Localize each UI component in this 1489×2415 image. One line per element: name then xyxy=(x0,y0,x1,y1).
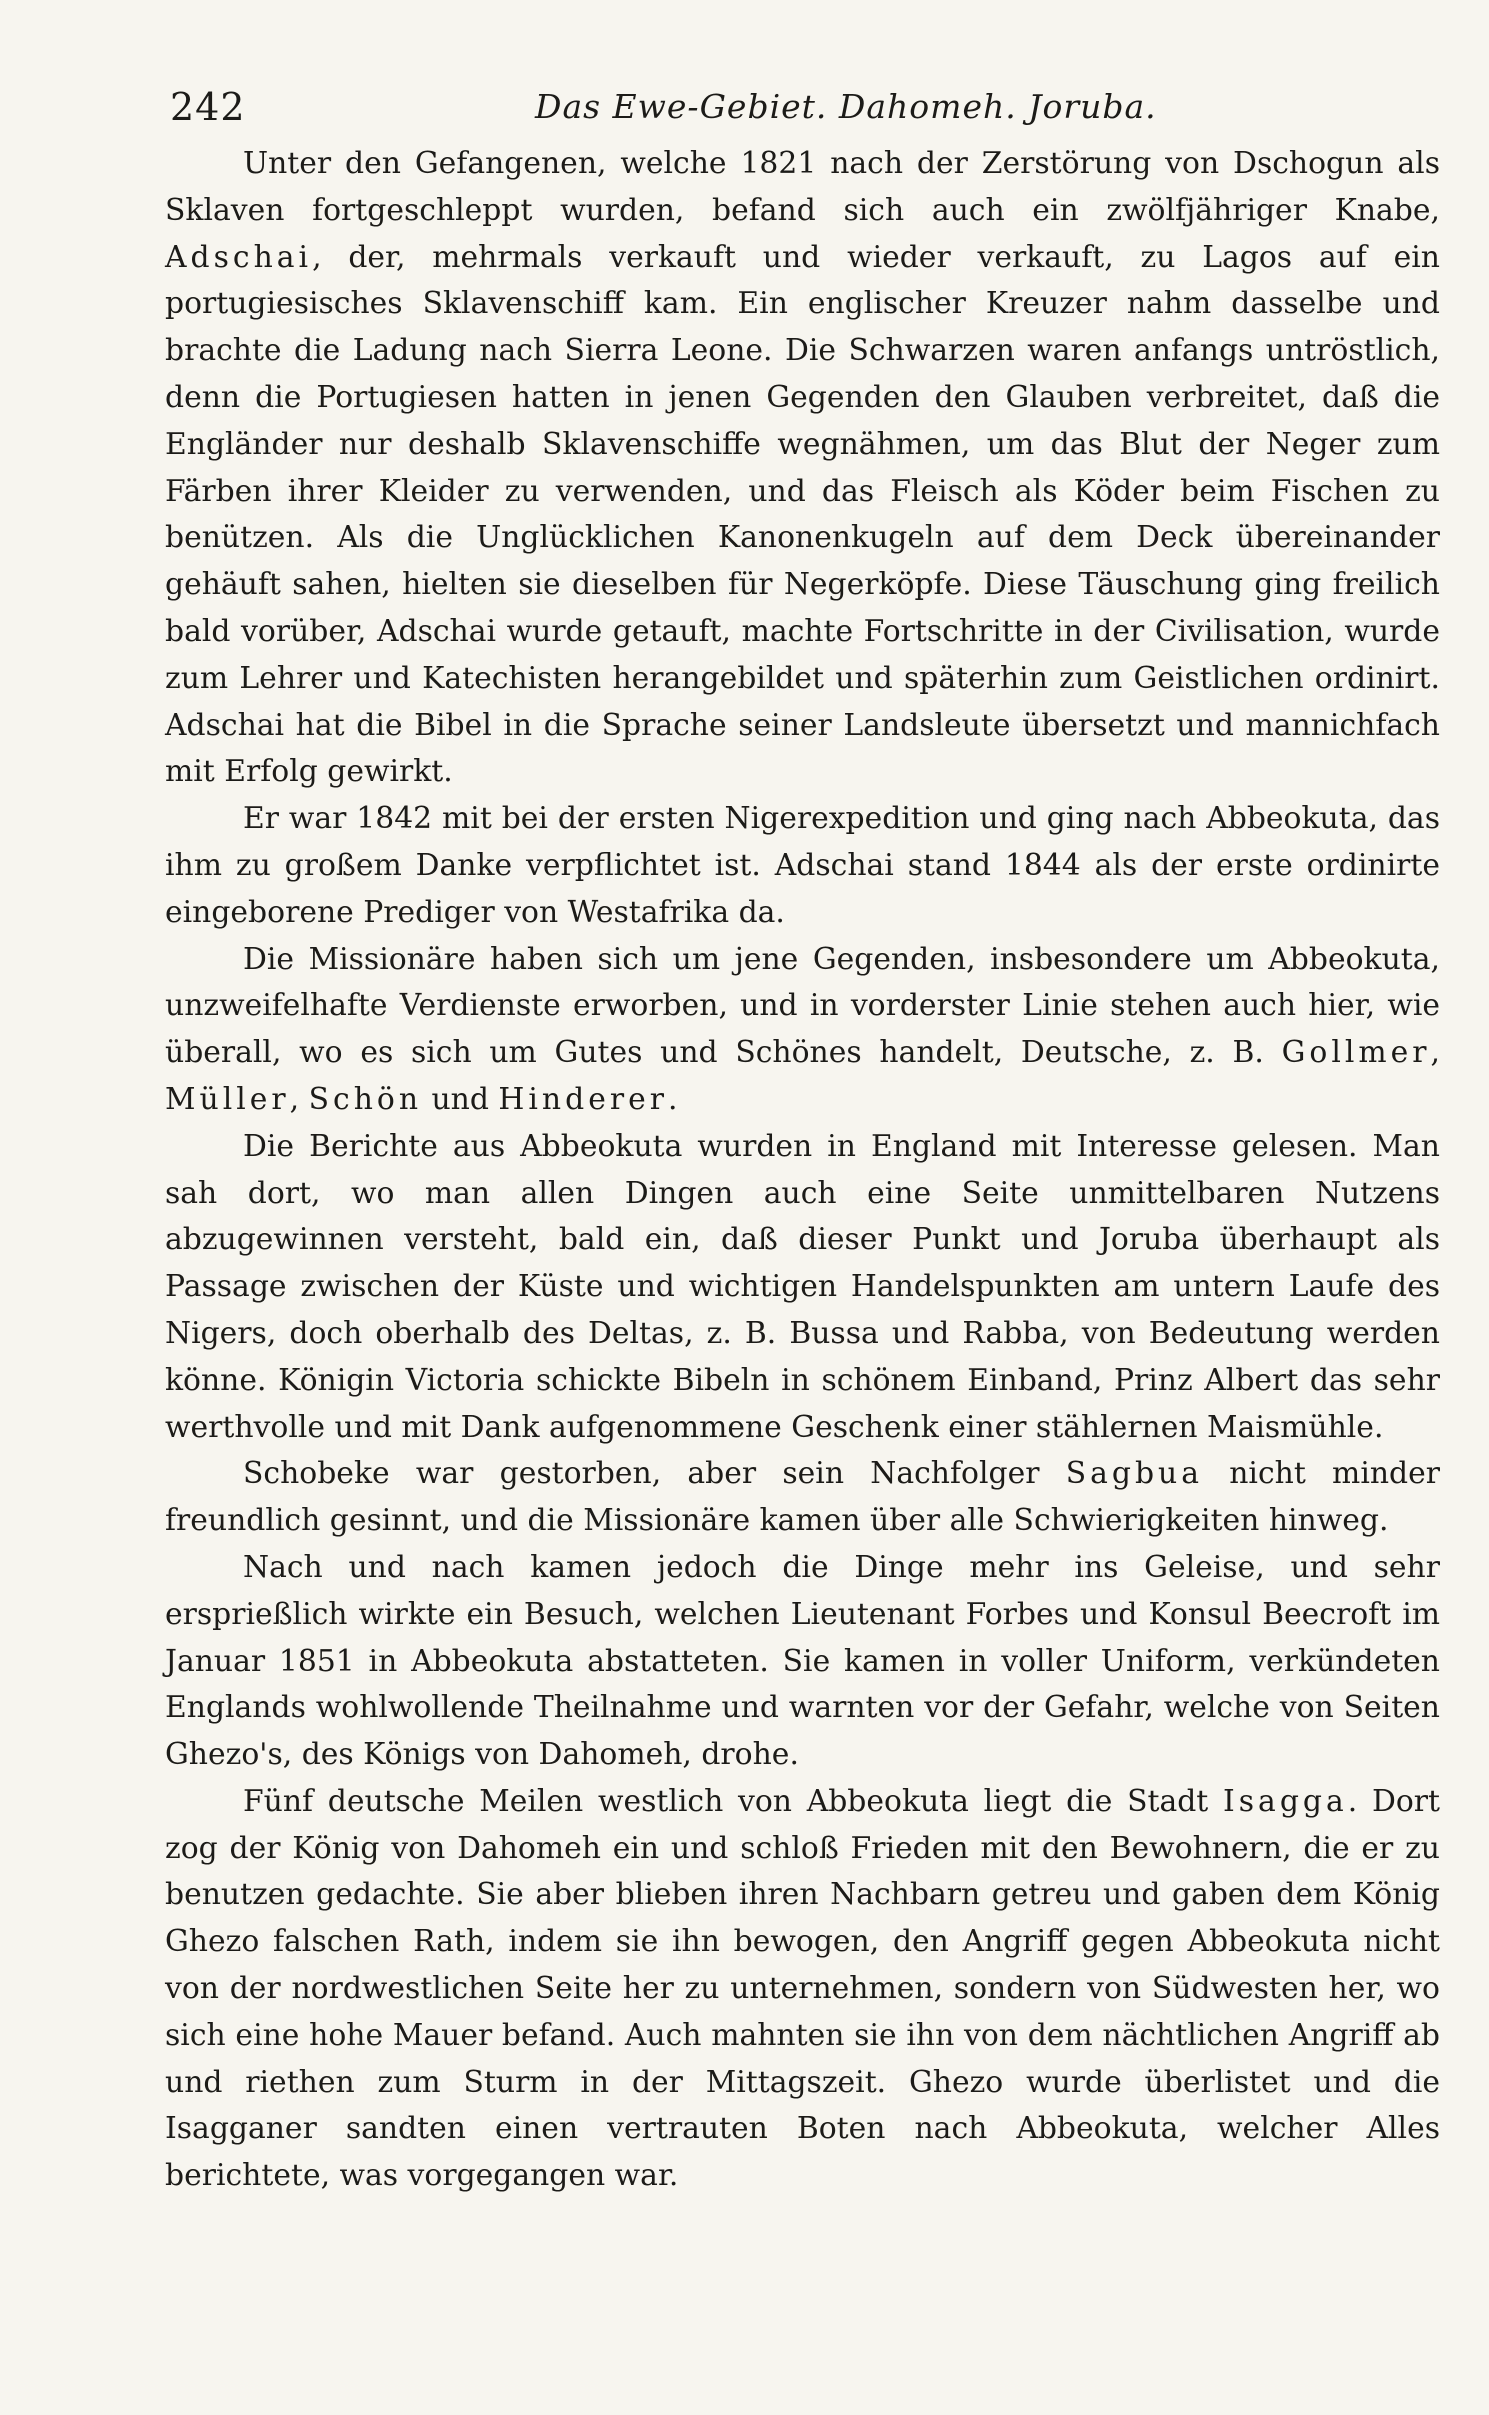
paragraph xyxy=(165,1779,1440,2200)
running-title: Das Ewe-Gebiet. Dahomeh. Joruba. xyxy=(535,87,1157,126)
paragraph: Die Berichte aus Abbeokuta wurden in England mit Interesse gelesen. Man sah dort, wo man allen Dingen auch eine Seite unmittelbaren Nutzens abzugewinnen versteht, bald ein, daß dieser Punkt und Joruba überhaupt als Passage zwischen der Küste und wichtigen Handelspunkten am untern Laufe des Nigers, doch oberhalb des Deltas, z. B. Bussa und Rabba, von Bedeutung werden könne. Königin Victoria schickte Bibeln in schönem Einband, Prinz Albert das sehr werthvolle und mit Dank aufgenommene Geschenk einer stählernen Maismühle. xyxy=(165,1128,1440,1445)
spaced-name: Schön xyxy=(308,1081,423,1117)
paragraph: Nach und nach kamen jedoch die Dinge mehr ins Geleise, und sehr ersprießlich wirkte ein Besuch, welchen Lieutenant Forbes und Konsul Beecroft im Januar 1851 in Abbeokuta abstatteten. Sie kamen in voller Uniform, verkündeten Englands wohlwollende Theilnahme und warnten vor der Gefahr, welche von Seiten Ghezo's, des Königs von Dahomeh, drohe. xyxy=(165,1549,1440,1773)
body-text xyxy=(165,141,1440,2200)
spaced-name: Müller xyxy=(165,1081,290,1117)
paragraph-text: Fünf deutsche Meilen westlich von Abbeokuta liegt die Stadt xyxy=(243,1783,1223,1819)
paragraph-text: . Dort zog der König von Dahomeh ein und schloß Frieden mit den Bewohnern, die er zu benutzen gedachte. Sie aber blieben ihren Nachbarn getreu und gaben dem König Ghezo falschen Rath, indem sie ihn bewogen, den Angriff gegen Abbeokuta nicht von der nordwestlichen Seite her zu unternehmen, sondern von Südwesten her, wo sich eine hohe Mauer befand. Auch mahnten sie ihn von dem nächtlichen Angriff ab und riethen zum Sturm in der Mittagszeit. Ghezo wurde überlistet und die Isagganer sandten einen vertrauten Boten nach Abbeokuta, welcher Alles berichtete, was vorgegangen war. xyxy=(165,1783,1440,2194)
paragraph-text: , der, mehrmals verkauft und wieder verkauft, zu Lagos auf ein portugiesisches Sklavenschiff kam. Ein englischer Kreuzer nahm dasselbe und brachte die Ladung nach Sierra Leone. Die Schwarzen waren anfangs untröstlich, denn die Portugiesen hatten in jenen Gegenden den Glauben verbreitet, daß die Engländer nur deshalb Sklavenschiffe wegnähmen, um das Blut der Neger zum Färben ihrer Kleider zu verwenden, und das Fleisch als Köder beim Fischen zu benützen. Als die Unglücklichen Kanonenkugeln auf dem Deck übereinander gehäuft sahen, hielten sie dieselben für Negerköpfe. Diese Täuschung ging freilich bald vorüber, Adschai wurde getauft, machte Fortschritte in der Civilisation, wurde zum Lehrer und Katechisten herangebildet und späterhin zum Geistlichen ordinirt. Adschai hat die Bibel in die Sprache seiner Landsleute übersetzt und mannichfach mit Erfolg gewirkt. xyxy=(165,239,1440,790)
page-number: 242 xyxy=(170,85,246,129)
paragraph: Die Missionäre haben sich um jene Gegenden, insbesondere um Abbeokuta, unzweifelhafte Verdienste erworben, und in vorderster Linie stehen auch hier, wie überall, wo es sich um Gutes und Schönes handelt, Deutsche, z. B. Gollmer, Müller, Schön und Hinderer. xyxy=(165,941,1440,1117)
spaced-name: Gollmer xyxy=(1281,1035,1431,1071)
paragraph: Er war 1842 mit bei der ersten Nigerexpedition und ging nach Abbeokuta, das ihm zu großem Danke verpflichtet ist. Adschai stand 1844 als der erste ordinirte eingeborene Prediger von Westafrika da. xyxy=(165,801,1440,930)
spaced-name: Hinderer xyxy=(498,1081,668,1117)
spaced-name: Isagga xyxy=(1223,1783,1348,1819)
paragraph xyxy=(165,1451,1440,1545)
paragraph-text: Die Missionäre haben sich um jene Gegenden, insbesondere um Abbeokuta, unzweifelhafte Verdienste erworben, und in vorderster Linie stehen auch hier, wie überall, wo es sich um Gutes und Schönes handelt, Deutsche, z. B. xyxy=(165,941,1440,1071)
spaced-name: Sagbua xyxy=(1065,1456,1203,1492)
paragraph-text: nicht minder freundlich gesinnt, und die Missionäre kamen über alle Schwierigkeiten hinweg. xyxy=(165,1456,1440,1539)
paragraph-text: Schobeke war gestorben, aber sein Nachfolger xyxy=(243,1456,1066,1492)
paragraph xyxy=(165,141,1440,796)
paragraph-text: Unter den Gefangenen, welche 1821 nach der Zerstörung von Dschogun als Sklaven fortgeschleppt wurden, befand sich auch ein zwölfjähriger Knabe, xyxy=(165,146,1440,228)
running-head xyxy=(165,75,1440,135)
spaced-name: Adschai xyxy=(165,239,313,275)
book-page xyxy=(165,75,1440,2200)
